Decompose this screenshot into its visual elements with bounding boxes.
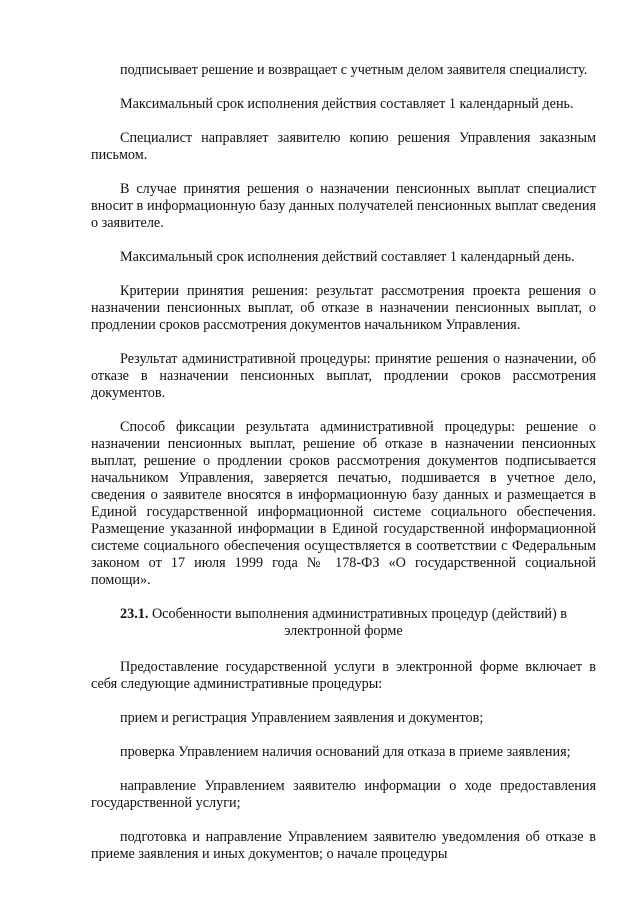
paragraph: подписывает решение и возвращает с учетным делом заявителя специалисту. <box>120 62 588 78</box>
document-page <box>91 62 596 863</box>
paragraph: Предоставление государственной услуги в электронной форме включает в себя следующие административные процедуры: <box>91 659 596 692</box>
paragraph: Результат административной процедуры: принятие решения о назначении, об отказе в назначении пенсионных выплат, продлении сроков рассмотрения документов. <box>91 351 596 401</box>
paragraph: В случае принятия решения о назначении пенсионных выплат специалист вносит в информационную базу данных получателей пенсионных выплат сведения о заявителе. <box>91 181 596 231</box>
paragraph: Способ фиксации результата административной процедуры: решение о назначении пенсионных выплат, решение об отказе в назначении пенсионных выплат, решение о продлении сроков рассмотрения документов подписывается начальником Управления, заверяется печатью, подшивается в учетное дело, сведения о заявителе вносятся в информационную базу данных и размещается в Единой государственной информационной системе социального обеспечения. Размещение указанной информации в Единой государственной информационной системе социального обеспечения осуществляется в соответствии с Федеральным законом от 17 июля 1999 года № 178-ФЗ «О государственной социальной помощи». <box>91 419 596 588</box>
list-item: подготовка и направление Управлением заявителю уведомления об отказе в приеме заявления и иных документов; о начале процедуры <box>91 829 596 862</box>
section-number: 23.1. <box>120 606 149 622</box>
list-item: направление Управлением заявителю информации о ходе предоставления государственной услуги; <box>91 778 596 811</box>
paragraph: Критерии принятия решения: результат рассмотрения проекта решения о назначении пенсионных выплат, об отказе в назначении пенсионных выплат, о продлении сроков рассмотрения документов начальником Управления. <box>91 283 596 333</box>
paragraph: Специалист направляет заявителю копию решения Управления заказным письмом. <box>91 130 596 163</box>
section-title: Особенности выполнения административных процедур (действий) в электронной форме <box>151 606 567 639</box>
paragraph: Максимальный срок исполнения действий составляет 1 календарный день. <box>120 249 575 265</box>
list-item: проверка Управлением наличия оснований для отказа в приеме заявления; <box>120 744 571 760</box>
section-heading <box>91 606 596 640</box>
paragraph: Максимальный срок исполнения действия составляет 1 календарный день. <box>120 96 574 112</box>
list-item: прием и регистрация Управлением заявления и документов; <box>120 710 484 726</box>
